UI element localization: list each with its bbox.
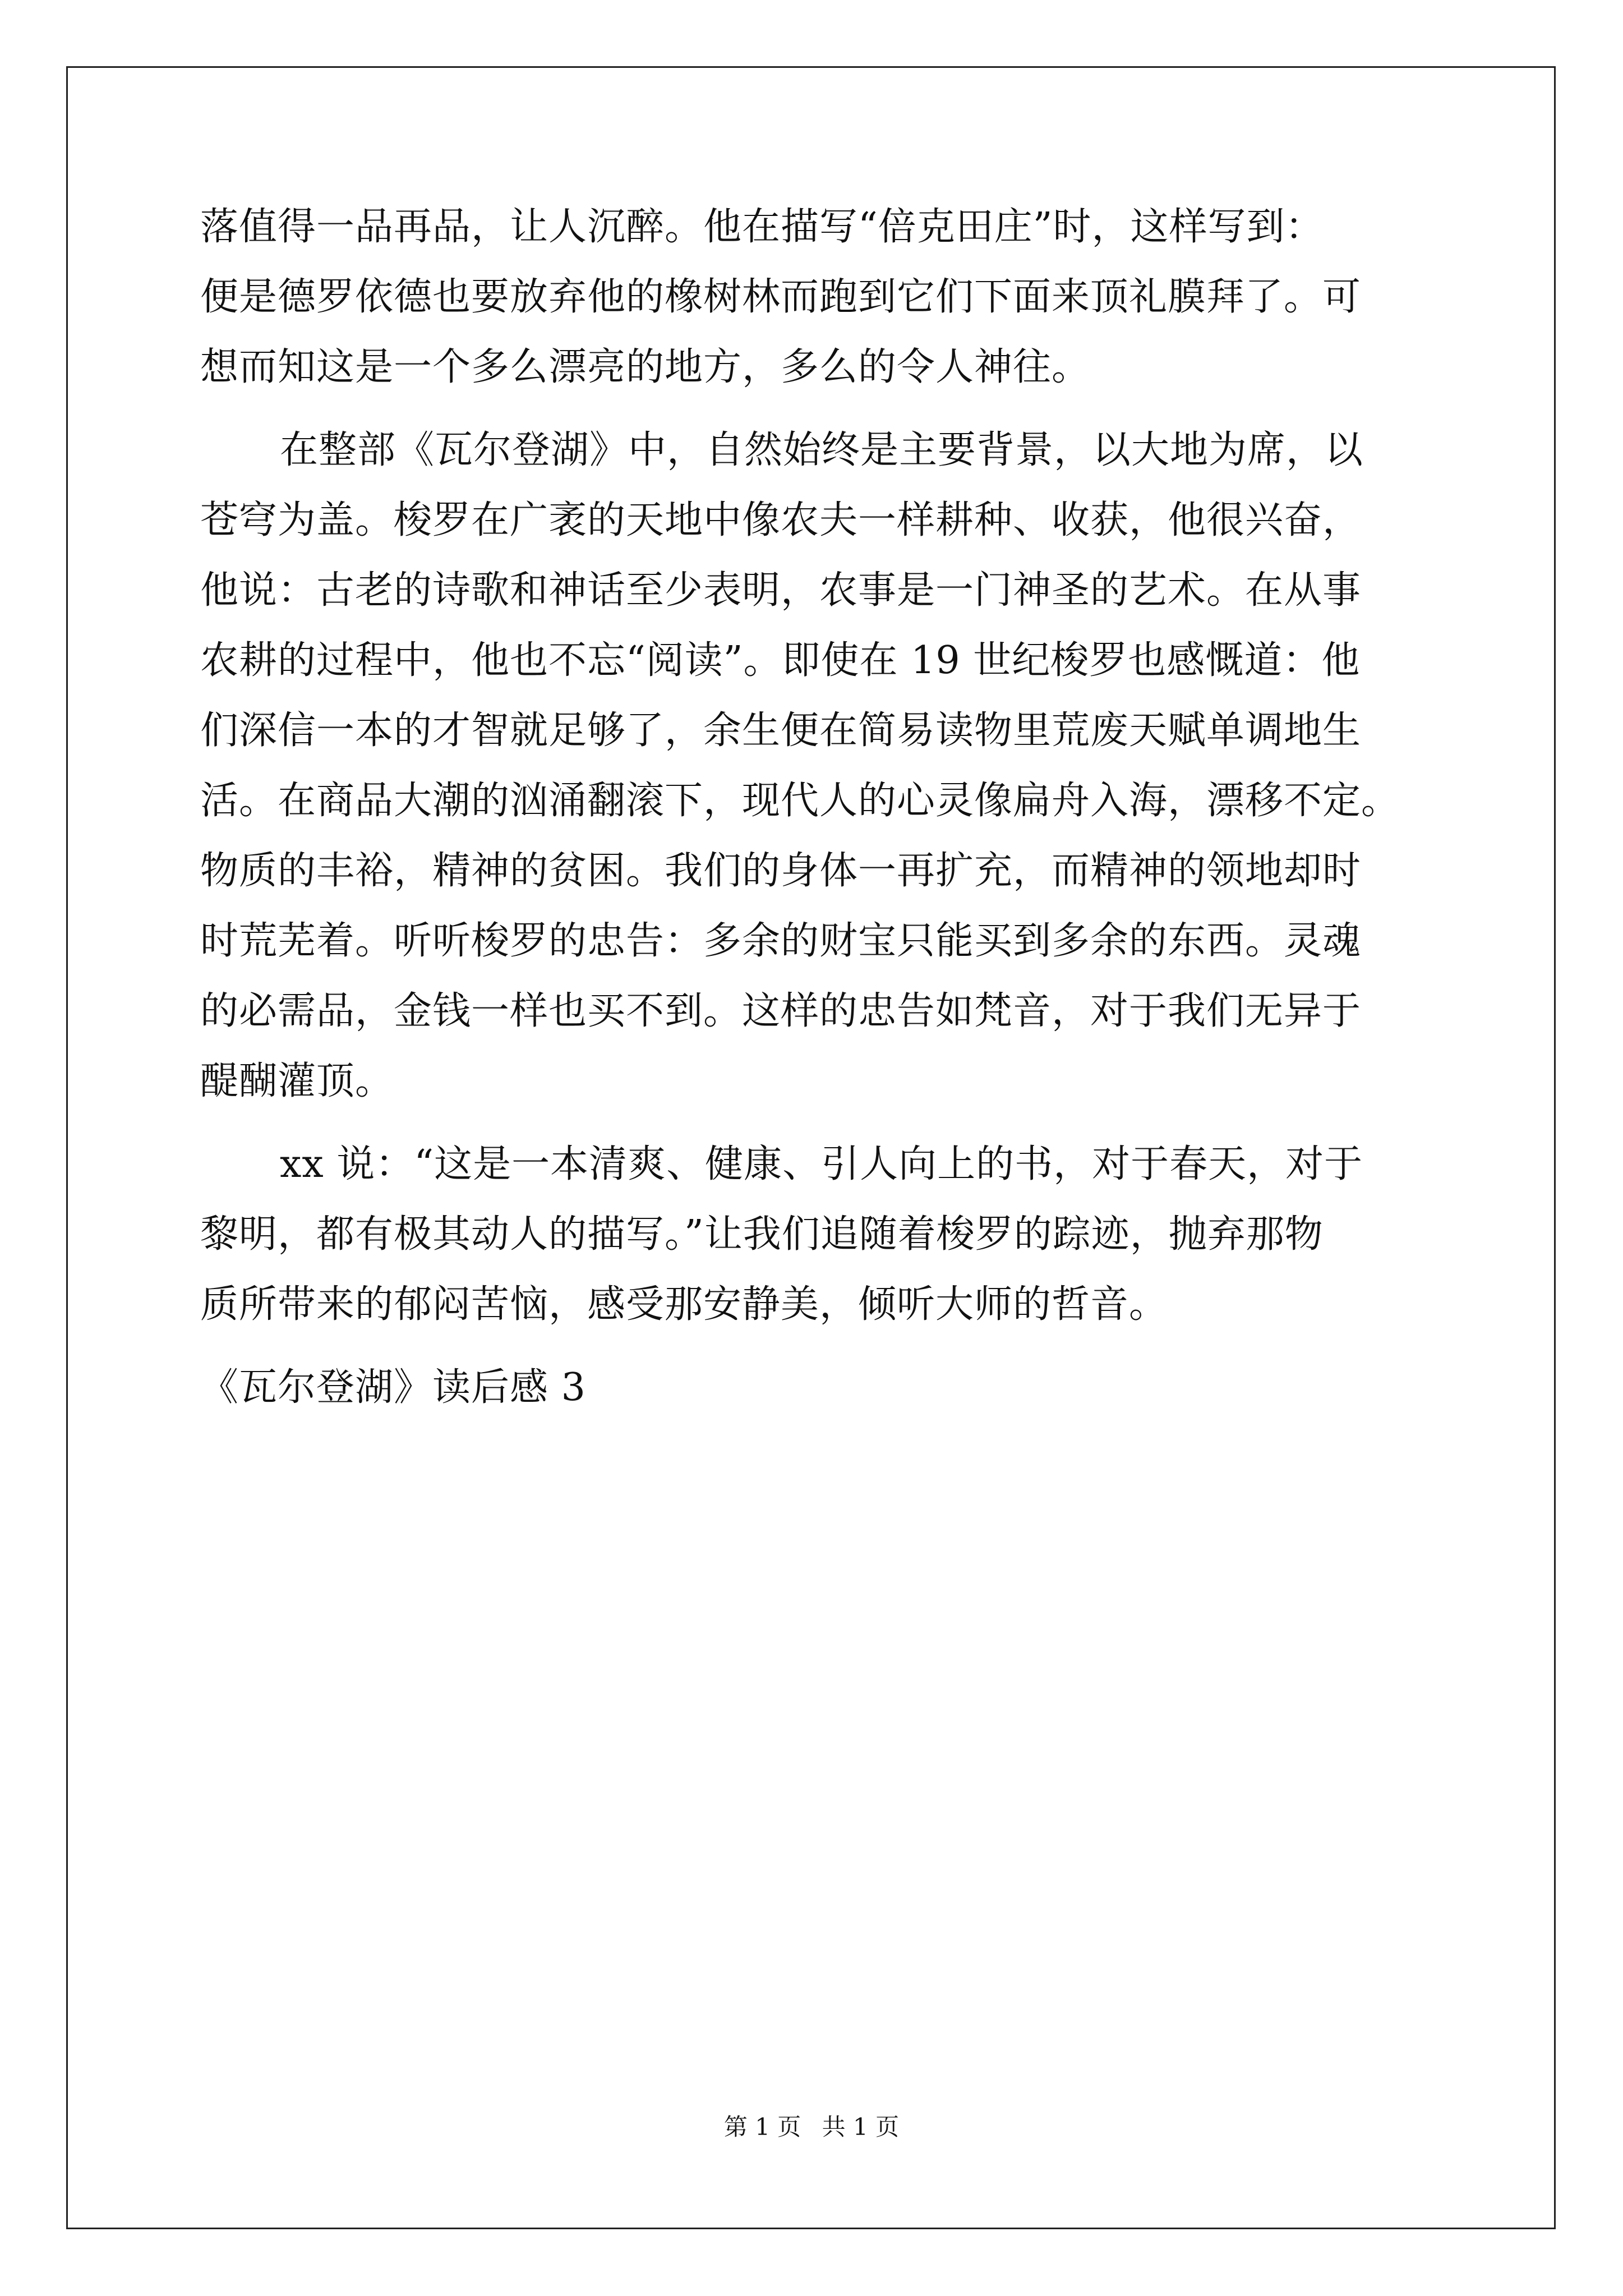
text-line: 醍醐灌顶。 — [200, 1059, 394, 1103]
page-footer — [0, 2110, 1623, 2144]
text-line: 农耕的过程中，他也不忘“阅读”。即使在 19 世纪梭罗也感慨道：他 — [200, 638, 1361, 683]
page-total: 共 1 页 — [822, 2113, 900, 2141]
text-line: 在整部《瓦尔登湖》中，自然始终是主要背景，以大地为席，以 — [280, 428, 1364, 472]
section-heading: 《瓦尔登湖》读后感 3 — [200, 1365, 586, 1410]
text-line: 黎明，都有极其动人的描写。”让我们追随着梭罗的踪迹，抛弃那物 — [200, 1212, 1324, 1257]
text-line: 活。在商品大潮的汹涌翻滚下，现代人的心灵像扁舟入海，漂移不定。 — [200, 779, 1400, 823]
text-line: 落值得一品再品，让人沉醉。他在描写“倍克田庄”时，这样写到： — [200, 205, 1324, 249]
text-line: 想而知这是一个多么漂亮的地方，多么的令人神往。 — [200, 345, 1091, 389]
text-line: 便是德罗依德也要放弃他的橡树林而跑到它们下面来顶礼膜拜了。可 — [200, 275, 1362, 319]
text-line: 们深信一本的才智就足够了，余生便在简易读物里荒废天赋单调地生 — [200, 708, 1362, 753]
text-line: 苍穹为盖。梭罗在广袤的天地中像农夫一样耕种、收获，他很兴奋， — [200, 498, 1362, 542]
text-line: 质所带来的郁闷苦恼，感受那安静美，倾听大师的哲音。 — [200, 1282, 1168, 1327]
text-line: xx 说：“这是一本清爽、健康、引人向上的书，对于春天，对于 — [280, 1142, 1363, 1186]
text-line: 物质的丰裕，精神的贫困。我们的身体一再扩充，而精神的领地却时 — [200, 849, 1362, 893]
text-line: 时荒芜着。听听梭罗的忠告：多余的财宝只能买到多余的东西。灵魂 — [200, 919, 1362, 963]
text-line: 的必需品，金钱一样也买不到。这样的忠告如梵音，对于我们无异于 — [200, 989, 1362, 1033]
page-number: 第 1 页 — [723, 2113, 801, 2141]
text-line: 他说：古老的诗歌和神话至少表明，农事是一门神圣的艺术。在从事 — [200, 568, 1362, 613]
